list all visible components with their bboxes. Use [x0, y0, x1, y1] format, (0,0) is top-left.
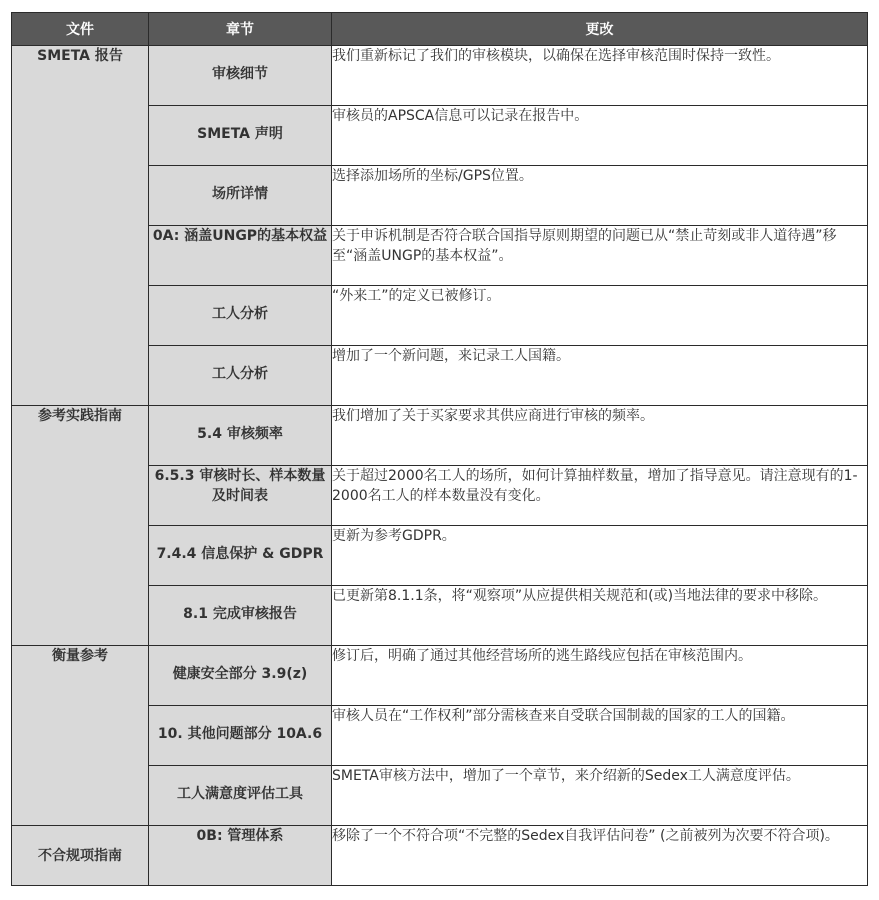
header-section: 章节: [149, 13, 332, 46]
change-cell: 选择添加场所的坐标/GPS位置。: [332, 166, 868, 226]
table-body: [12, 46, 868, 886]
table-header: [12, 13, 868, 46]
change-cell: “外来工”的定义已被修订。: [332, 286, 868, 346]
change-cell: 增加了一个新问题，来记录工人国籍。: [332, 346, 868, 406]
change-cell: 更新为参考GDPR。: [332, 526, 868, 586]
section-cell: 工人满意度评估工具: [149, 766, 332, 826]
section-cell: 6.5.3 审核时长、样本数量及时间表: [149, 466, 332, 526]
change-cell: 已更新第8.1.1条，将“观察项”从应提供相关规范和(或)当地法律的要求中移除。: [332, 586, 868, 646]
change-cell: 移除了一个不符合项“不完整的Sedex自我评估问卷” (之前被列为次要不符合项)。: [332, 826, 868, 886]
table-row: [12, 46, 868, 106]
section-cell: 8.1 完成审核报告: [149, 586, 332, 646]
section-cell: SMETA 声明: [149, 106, 332, 166]
table-row: [12, 406, 868, 466]
section-cell: 5.4 审核频率: [149, 406, 332, 466]
file-cell: 参考实践指南: [12, 406, 149, 646]
change-cell: 审核员的APSCA信息可以记录在报告中。: [332, 106, 868, 166]
change-cell: 审核人员在“工作权利”部分需核查来自受联合国制裁的国家的工人的国籍。: [332, 706, 868, 766]
section-cell: 工人分析: [149, 346, 332, 406]
section-cell: 健康安全部分 3.9(z): [149, 646, 332, 706]
section-cell: 0A: 涵盖UNGP的基本权益: [149, 226, 332, 286]
change-cell: 修订后，明确了通过其他经营场所的逃生路线应包括在审核范围内。: [332, 646, 868, 706]
changes-table: [11, 12, 868, 886]
change-cell: 关于超过2000名工人的场所，如何计算抽样数量，增加了指导意见。请注意现有的1-2000名工人的样本数量没有变化。: [332, 466, 868, 526]
section-cell: 场所详情: [149, 166, 332, 226]
section-cell: 10. 其他问题部分 10A.6: [149, 706, 332, 766]
section-cell: 7.4.4 信息保护 & GDPR: [149, 526, 332, 586]
file-cell: 不合规项指南: [12, 826, 149, 886]
change-cell: 我们重新标记了我们的审核模块，以确保在选择审核范围时保持一致性。: [332, 46, 868, 106]
header-file: 文件: [12, 13, 149, 46]
table-row: [12, 646, 868, 706]
file-cell: SMETA 报告: [12, 46, 149, 406]
table-row: [12, 826, 868, 886]
section-cell: 工人分析: [149, 286, 332, 346]
header-change: 更改: [332, 13, 868, 46]
change-cell: 我们增加了关于买家要求其供应商进行审核的频率。: [332, 406, 868, 466]
section-cell: 0B: 管理体系: [149, 826, 332, 886]
change-cell: SMETA审核方法中，增加了一个章节，来介绍新的Sedex工人满意度评估。: [332, 766, 868, 826]
file-cell: 衡量参考: [12, 646, 149, 826]
change-cell: 关于申诉机制是否符合联合国指导原则期望的问题已从“禁止苛刻或非人道待遇”移至“涵盖UNGP的基本权益”。: [332, 226, 868, 286]
section-cell: 审核细节: [149, 46, 332, 106]
